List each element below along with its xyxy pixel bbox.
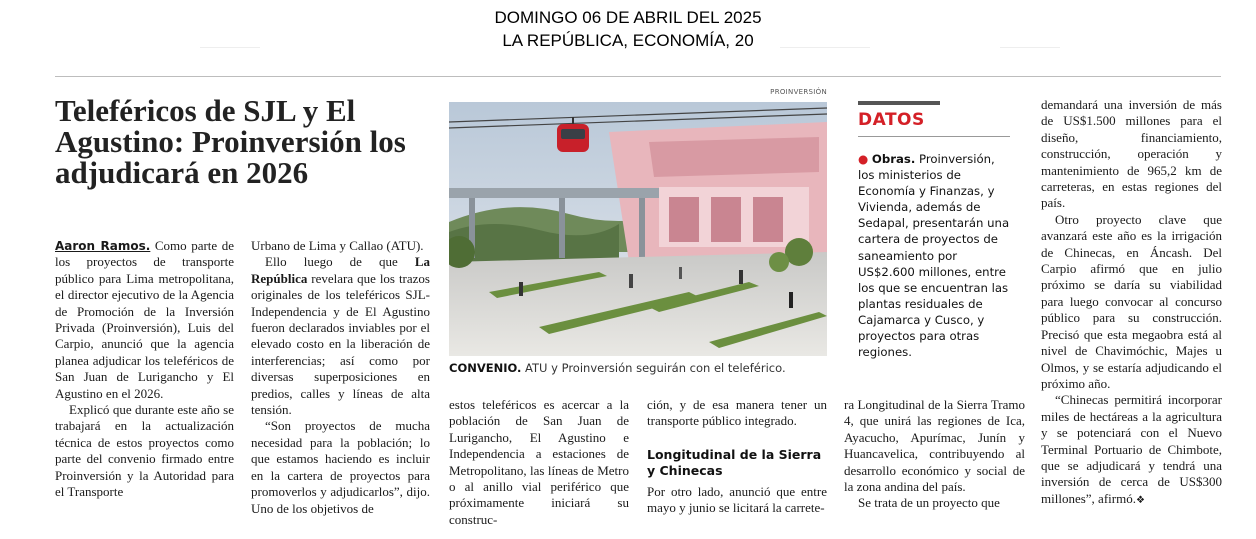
paragraph: estos teleféricos es acercar a la población de San Juan de Lurigancho, El Agustino e Independencia a estaciones de Metropolitano, las líneas de Metro o al anillo vial periférico que próximamente iniciará su construc- xyxy=(449,397,629,527)
divider xyxy=(1000,47,1060,48)
article-column-4b xyxy=(647,484,827,517)
paragraph: Por otro lado, anunció que entre mayo y junio se licitará la carrete- xyxy=(647,484,827,516)
article-column-1 xyxy=(55,238,234,501)
paragraph: Otro proyecto clave que avanzará este año es la irrigación de Chinecas, en Áncash. Del Carpio afirmó que en julio próximo se daría su viabilidad para luego convocar al concurso público para su construcción. Precisó que esta megaobra está al nivel de Chavimóchic, Majes u Olmos, y se estaría adjudicando el próximo año. xyxy=(1041,211,1222,391)
photo-credit: PROINVERSIÓN xyxy=(770,88,827,96)
divider xyxy=(780,47,870,48)
paragraph: Se trata de un proyecto que xyxy=(858,495,1000,511)
article-headline: Teleféricos de SJL y El Agustino: Proinversión los adjudicará en 2026 xyxy=(55,93,406,190)
end-mark-icon: ❖ xyxy=(1135,494,1145,506)
sidebar-rule xyxy=(858,136,1010,137)
newspaper-name: La República xyxy=(251,254,430,286)
paragraph: “Chinecas permitirá incorporar miles de hectáreas a la agricultura y se potenciará con el Nuevo Terminal Portuario de Chimbote, que se adjudicará y tendrá una inversión de cerca de US$300 millones”, afirmó.❖ xyxy=(1041,392,1222,506)
paragraph: Urbano de Lima y Callao (ATU). xyxy=(251,238,424,253)
caption-label: CONVENIO. xyxy=(449,361,522,375)
paragraph: “Son proyectos de mucha necesidad para la población; lo que estamos haciendo es incluir en la cartera de proyectos para promoverlos y adjudicarlos”, dijo. Uno de los objetivos de xyxy=(251,418,430,516)
publication-section: LA REPÚBLICA, ECONOMÍA, 20 xyxy=(502,31,754,50)
article-column-2 xyxy=(251,238,430,517)
photo-caption xyxy=(449,361,829,375)
caption-text: ATU y Proinversión seguirán con el teleférico. xyxy=(521,361,786,375)
paragraph: ra Longitudinal de la Sierra Tramo 4, que unirá las regiones de Ica, Ayacucho, Apurímac, Junín y Huancavelica, contribuyendo al desarrollo económico y social de la zona andina del país. xyxy=(844,397,1025,495)
sidebar-body xyxy=(858,151,1012,360)
sidebar-title: DATOS xyxy=(858,110,925,130)
sidebar-text: Proinversión, los ministerios de Economía y Finanzas, y Vivienda, además de Sedapal, presentarán una cartera de proyectos de saneamiento por US$2.600 millones, entre los que se encuentran las plantas residuales de Cajamarca y Cusco, y proyectos para otras regiones. xyxy=(858,152,1010,360)
article-photo xyxy=(449,102,827,356)
paragraph: Como parte de los proyectos de transporte público para Lima metropolitana, el director ejecutivo de la Agencia de Promoción de la Inversión Privada (Proinversión), Luis del Carpio, anunció que la agencia planea adjudicar los teleféricos de San Juan de Lurigancho y El Agustino en el 2026. xyxy=(55,238,234,401)
article-column-5 xyxy=(844,397,1025,512)
paragraph: Ello luego de que La República revelara que los trazos originales de los teleféricos SJL-Independencia y de El Agustino fueron declarados inviables por el elevado costo en la liberación de interferencias; así como por diversas superposiciones en predios, calles y líneas de alta tensión. xyxy=(251,254,430,418)
paragraph: Explicó que durante este año se trabajará en la actualización técnica de estos proyectos como parte del convenio firmado entre Proinversión y la Autoridad para el Transporte xyxy=(55,402,234,500)
paragraph: demandará una inversión de más de US$1.500 millones para el diseño, financiamiento, construcción, operación y mantenimiento de 965,2 km de carreteras, en estas regiones del país. xyxy=(1041,97,1222,211)
bullet-icon: ● xyxy=(858,152,869,166)
article-column-6 xyxy=(1041,97,1222,509)
article-column-4 xyxy=(647,397,827,430)
sidebar-lead: Obras. xyxy=(871,152,916,166)
paragraph: ción, y de esa manera tener un transporte público integrado. xyxy=(647,397,827,429)
page-rule xyxy=(55,76,1221,77)
cable-car-rendering xyxy=(449,102,827,356)
byline: Aaron Ramos. xyxy=(55,239,151,253)
divider xyxy=(200,47,260,48)
edition-date: DOMINGO 06 DE ABRIL DEL 2025 xyxy=(494,8,762,27)
article-column-3 xyxy=(449,397,629,528)
sidebar-bar xyxy=(858,101,940,105)
section-subhead: Longitudinal de la Sierra y Chinecas xyxy=(647,447,822,478)
